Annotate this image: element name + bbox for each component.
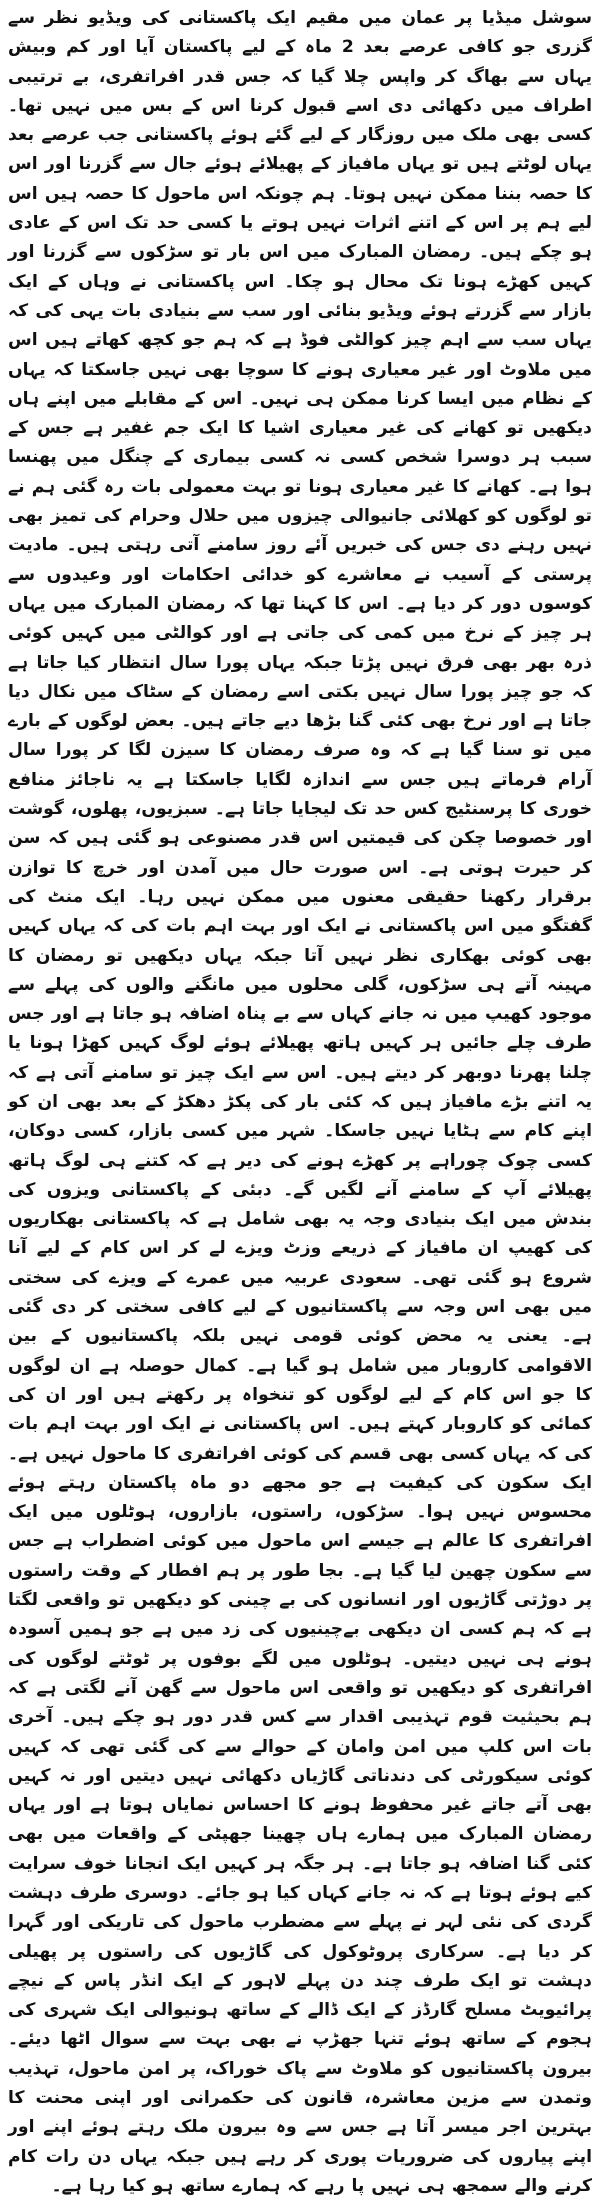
article-body-text: سوشل میڈیا پر عمان میں مقیم ایک پاکستانی کی ویڈیو نظر سے گزری جو کافی عرصے بعد 2 ماہ کے لیے پاکستان آیا اور کم وبیش یہاں سے بھاگ کر واپس چلا گیا کہ جس قدر افراتفری، بے ترتیبی اطراف میں دکھائی دی اسے قبول کرنا اس کے بس میں نہیں تھا۔ کسی بھی ملک میں روزگار کے لیے گئے ہوئے پاکستانی جب عرصے بعد یہاں لوٹتے ہیں تو یہاں مافیاز کے پھیلائے ہوئے جال سے گزرنا اور اس کا حصہ بننا ممکن نہیں ہوتا۔ ہم چونکہ اس ماحول کا حصہ ہیں اس لیے ہم پر اس کے اتنے اثرات نہیں ہوتے یا کسی حد تک اس کے عادی ہو چکے ہیں۔ رمضان المبارک میں اس بار تو سڑکوں سے گزرنا اور کہیں کھڑے ہونا تک محال ہو چکا۔ اس پاکستانی نے وہاں کے ایک بازار سے گزرتے ہوئے ویڈیو بنائی اور سب سے بنیادی بات یہی کی کہ یہاں سب سے اہم چیز کوالٹی فوڈ ہے کہ ہم جو کچھ کھاتے ہیں اس میں ملاوٹ اور غیر معیاری ہونے کا سوچا بھی نہیں جاسکتا کہ یہاں کے نظام میں ایسا کرنا ممکن ہی نہیں۔ اس کے مقابلے میں اپنے ہاں دیکھیں تو کھانے کی غیر معیاری اشیا کا ایک جم غفیر ہے جس کے سبب ہر دوسرا شخص کسی نہ کسی بیماری کے چنگل میں پھنسا ہوا ہے۔ کھانے کا غیر معیاری ہونا تو بہت معمولی بات رہ گئی ہم نے تو لوگوں کو کھلائی جانیوالی چیزوں میں حلال وحرام کی تمیز بھی نہیں رہنے دی جس کی خبریں آئے روز سامنے آتی رہتی ہیں۔ مادیت پرستی کے آسیب نے معاشرے کو خدائی احکامات اور وعیدوں سے کوسوں دور کر دیا ہے۔ اس کا کہنا تھا کہ رمضان المبارک میں یہاں ہر چیز کے نرخ میں کمی کی جاتی ہے اور کوالٹی میں کہیں کوئی ذرہ بھر بھی فرق نہیں پڑتا جبکہ یہاں پورا سال انتظار کیا جاتا ہے کہ جو چیز پورا سال نہیں بکتی اسے رمضان کے سٹاک میں نکال دیا جاتا ہے اور نرخ بھی کئی گنا بڑھا دیے جاتے ہیں۔ بعض لوگوں کے بارے میں تو سنا گیا ہے کہ وہ صرف رمضان کا سیزن لگا کر پورا سال آرام فرماتے ہیں جس سے اندازہ لگایا جاسکتا ہے یہ ناجائز منافع خوری کا پرسنٹیج کس حد تک لیجایا جاتا ہے۔ سبزیوں، پھلوں، گوشت اور خصوصا چکن کی قیمتیں اس قدر مصنوعی ہو گئی ہیں کہ سن کر حیرت ہوتی ہے۔ اس صورت حال میں آمدن اور خرچ کا توازن برقرار رکھنا حقیقی معنوں میں ممکن نہیں رہا۔ ایک منٹ کی گفتگو میں اس پاکستانی نے ایک اور بہت اہم بات کی کہ یہاں کہیں بھی کوئی بھکاری نظر نہیں آتا جبکہ یہاں دیکھیں تو رمضان کا مہینہ آتے ہی سڑکوں، گلی محلوں میں مانگنے والوں کی پہلے سے موجود کھیپ میں نہ جانے کہاں سے بے پناہ اضافہ ہو جاتا ہے اور جس طرف چلے جائیں ہر کہیں ہاتھ پھیلائے ہوئے لوگ کہیں کھڑا ہونا یا چلنا پھرنا دوبھر کر دیتے ہیں۔ اس سے ایک چیز تو سامنے آتی ہے کہ یہ اتنے بڑے مافیاز ہیں کہ کئی بار کی پکڑ دھکڑ کے بعد بھی ان کو اپنے کام سے ہٹایا نہیں جاسکا۔ شہر میں کسی بازار، کسی دوکان، کسی چوک چوراہے پر کھڑے ہونے کی دیر ہے کہ کتنے ہی لوگ ہاتھ پھیلائے آپ کے سامنے آنے لگیں گے۔ دبئی کے پاکستانی ویزوں کی بندش میں ایک بنیادی وجہ یہ بھی شامل ہے کہ پاکستانی بھکاریوں کی کھیپ ان مافیاز کے ذریعے وزٹ ویزے لے کر اس کام کے لیے آنا شروع ہو گئی تھی۔ سعودی عربیہ میں عمرے کے ویزے کی سختی میں بھی اس وجہ سے پاکستانیوں کے لیے کافی سختی کر دی گئی ہے۔ یعنی یہ محض کوئی قومی نہیں بلکہ پاکستانیوں کے بین الاقوامی کاروبار میں شامل ہو گیا ہے۔ کمال حوصلہ ہے ان لوگوں کا جو اس کام کے لیے لوگوں کو تنخواہ پر رکھتے ہیں اور ان کی کمائی کو کاروبار کہتے ہیں۔ اس پاکستانی نے ایک اور بہت اہم بات کی کہ یہاں کسی بھی قسم کی کوئی افراتفری کا ماحول نہیں ہے۔ ایک سکون کی کیفیت ہے جو مجھے دو ماہ پاکستان رہتے ہوئے محسوس نہیں ہوا۔ سڑکوں، راستوں، بازاروں، ہوٹلوں میں ایک افراتفری کا عالم ہے جیسے اس ماحول میں کوئی اضطراب ہے جس سے سکون چھین لیا گیا ہے۔ بجا طور پر ہم افطار کے وقت راستوں پر دوڑتی گاڑیوں اور انسانوں کی بے چینی کو دیکھیں تو واقعی لگتا ہے کہ ہم کسی ان دیکھی بےچینیوں کی زد میں ہے جو ہمیں آسودہ ہونے ہی نہیں دیتیں۔ ہوٹلوں میں لگے بوفوں پر ٹوٹتے لوگوں کی افراتفری کو دیکھیں تو واقعی اس ماحول سے گھن آنے لگتی ہے کہ ہم بحیثیت قوم تہذیبی اقدار سے کس قدر دور ہو چکے ہیں۔ آخری بات اس کلپ میں امن وامان کے حوالے سے کی گئی تھی کہ کہیں کوئی سیکورٹی کی دندناتی گاڑیاں دکھائی نہیں دیتیں اور نہ کہیں بھی آتے جاتے غیر محفوظ ہونے کا احساس نمایاں ہوتا ہے اور یہاں رمضان المبارک میں ہمارے ہاں چھینا جھپٹی کے واقعات میں بھی کئی گنا اضافہ ہو جاتا ہے۔ ہر جگہ ہر کہیں ایک انجانا خوف سرایت کیے ہوئے ہوتا ہے کہ نہ جانے کہاں کیا ہو جائے۔ دوسری طرف دہشت گردی کی نئی لہر نے پہلے سے مضطرب ماحول کی تاریکی اور گہرا کر دیا ہے۔ سرکاری پروٹوکول کی گاڑیوں کی راستوں پر پھیلی دہشت تو ایک طرف چند دن پہلے لاہور کے ایک انڈر پاس کے نیچے پرائیویٹ مسلح گارڈز کے ایک ڈالے کے ساتھ ہونیوالی ایک شہری کی ہجوم کے ساتھ ہوئے تنہا جھڑپ نے بھی بہت سے سوال اٹھا دیئے۔ بیرون پاکستانیوں کو ملاوٹ سے پاک خوراک، پر امن ماحول، تہذیب وتمدن سے مزین معاشرہ، قانون کی حکمرانی اور اپنی محنت کا بہترین اجر میسر آتا ہے جس سے وہ بیرون ملک رہتے ہوئے اپنے اور اپنے پیاروں کی ضروریات پوری کر رہے ہیں جبکہ یہاں دن رات کام کرنے والے سمجھ ہی نہیں پا رہے کہ ہمارے ساتھ ہو کیا رہا ہے۔ — [8, 8, 592, 2196]
